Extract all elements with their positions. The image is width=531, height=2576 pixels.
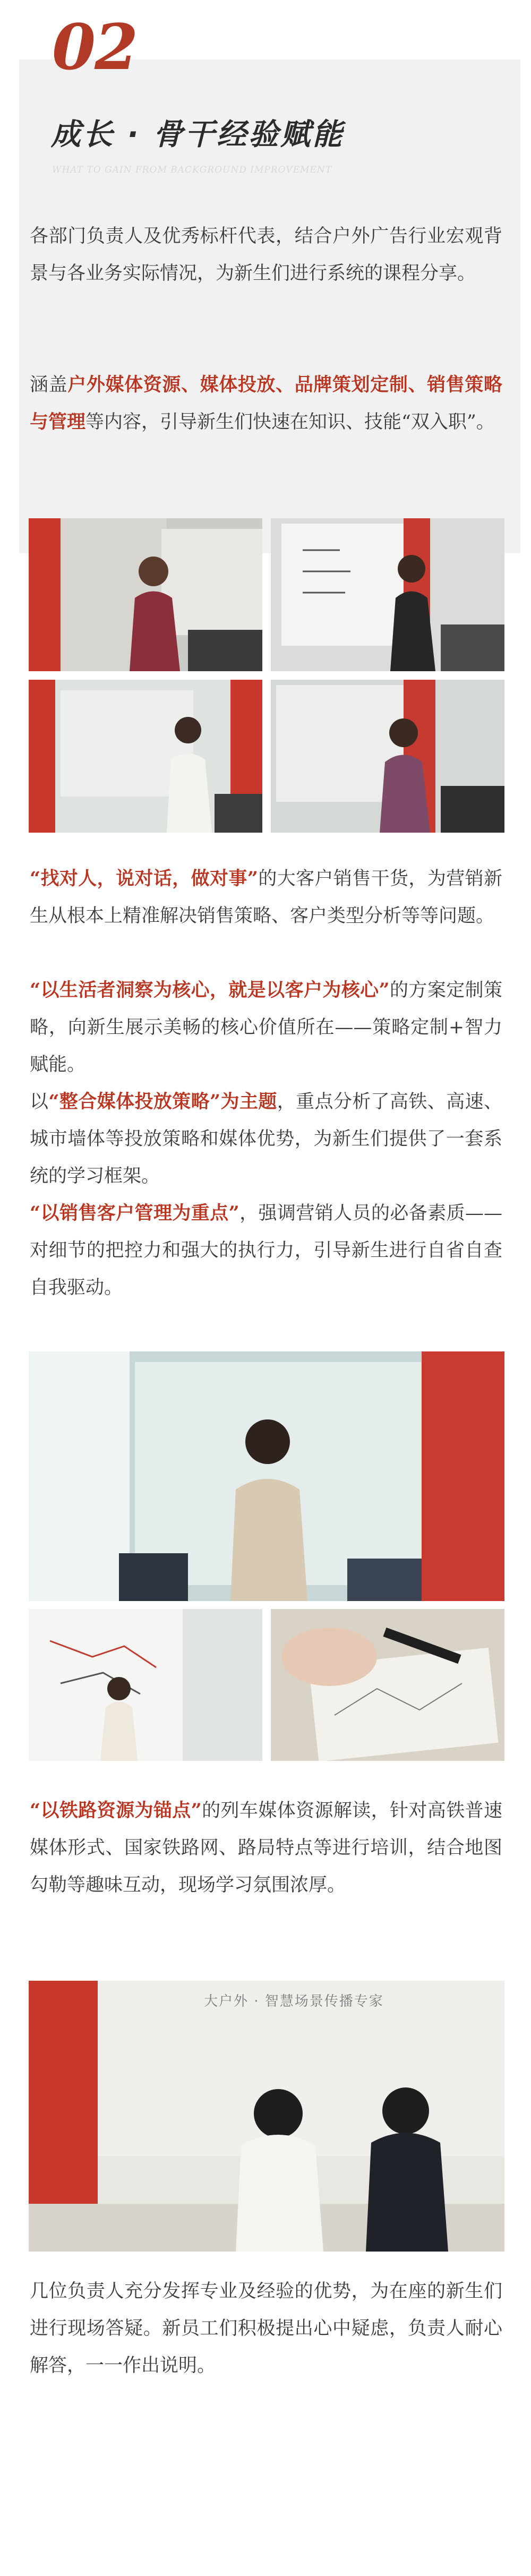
sales-strategy-paragraph: “找对人，说对话，做对事”的大客户销售干货，为营销新生从根本上精准解决销售策略、客户类型分析等等问题。 xyxy=(30,868,502,927)
section-title: 成长 · 骨干经验赋能 xyxy=(51,117,345,152)
section-subtitle: WHAT TO GAIN FROM BACKGROUND IMPROVEMENT xyxy=(52,165,332,175)
section-number: 02 xyxy=(52,10,138,84)
photo-speaker-2 xyxy=(271,518,504,671)
railway-resources-paragraph: “以铁路资源为锚点”的列车媒体资源解读，针对高铁普速媒体形式、国家铁路网、路局特点等进行培训，结合地图勾勒等趣味互动，现场学习氛围浓厚。 xyxy=(30,1800,502,1896)
intro-paragraph-1: 各部门负责人及优秀标杆代表，结合户外广告行业宏观背景与各业务实际情况，为新生们进行系统的课程分享。 xyxy=(30,226,502,284)
photo-lecture-large xyxy=(29,1351,504,1601)
qa-paragraph: 几位负责人充分发挥专业及经验的优势，为在座的新生们进行现场答疑。新员工们积极提出心中疑虑，负责人耐心解答，一一作出说明。 xyxy=(30,2281,502,2376)
banner-text: 大户外 · 智慧场景传播专家 xyxy=(204,1993,384,2009)
topics-highlight: 户外媒体资源、媒体投放、品牌策划定制、销售策略与管理 xyxy=(30,374,502,433)
photo-speaker-3 xyxy=(29,680,262,833)
customization-paragraph: “以生活者洞察为核心，就是以客户为核心”的方案定制策略，向新生展示美畅的核心价值所在——策略定制+智力赋能。 xyxy=(30,979,502,1075)
photo-hands-drawing-map xyxy=(271,1609,504,1761)
photo-speaker-1 xyxy=(29,518,262,671)
client-management-paragraph: “以销售客户管理为重点”，强调营销人员的必备素质——对细节的把控力和强大的执行力，引导新生进行自省自查自我驱动。 xyxy=(30,1202,502,1298)
photo-whiteboard-map xyxy=(29,1609,262,1761)
photo-speaker-4 xyxy=(271,680,504,833)
media-strategy-paragraph: 以“整合媒体投放策略”为主题，重点分析了高铁、高速、城市墙体等投放策略和媒体优势，为新生们提供了一套系统的学习框架。 xyxy=(30,1091,502,1187)
intro-paragraph-2: 涵盖户外媒体资源、媒体投放、品牌策划定制、销售策略与管理等内容，引导新生们快速在知识、技能“双入职”。 xyxy=(30,374,502,433)
photo-qa-session xyxy=(29,1981,504,2252)
